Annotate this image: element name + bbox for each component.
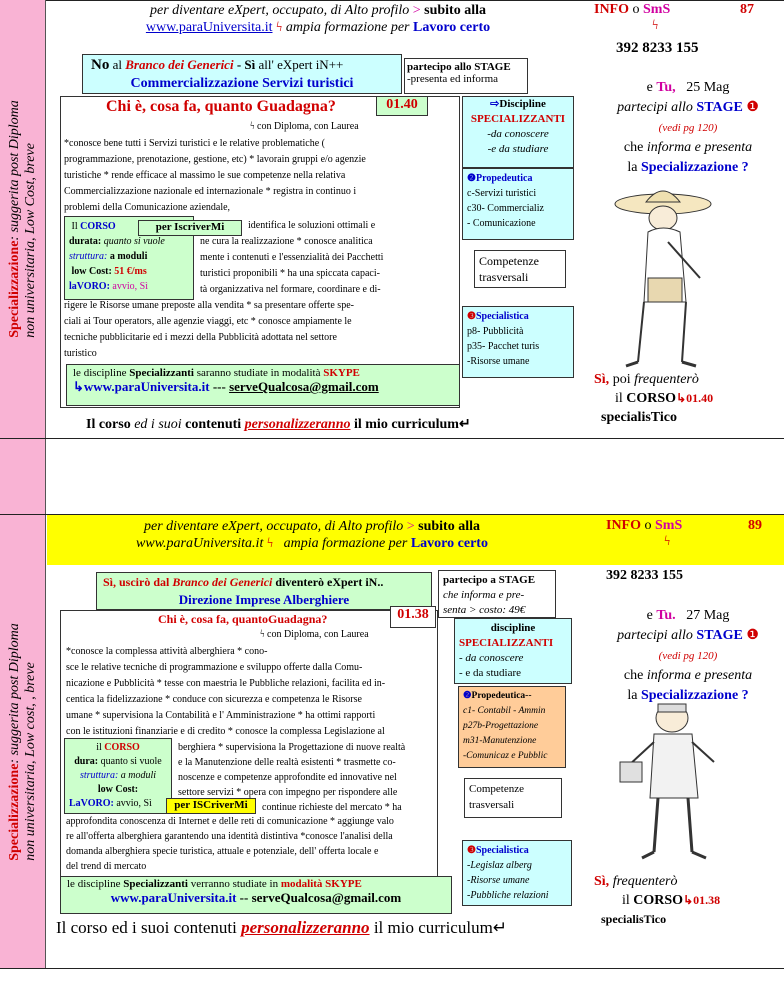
top-text: per diventare eXpert, occupato, bbox=[150, 3, 328, 18]
info-label: INFO bbox=[594, 2, 629, 17]
corso-durata: dura: bbox=[74, 756, 99, 767]
sidebar-subtitle: : suggerita post Diploma bbox=[7, 100, 22, 241]
info-partecipi: partecipi allo bbox=[617, 100, 693, 115]
comp-l1: Competenze bbox=[469, 783, 524, 795]
si-e: CORSO bbox=[626, 391, 677, 406]
info-tu: Tu. bbox=[656, 608, 676, 623]
body-line: problemi della Comunicazione aziendale, bbox=[64, 202, 231, 213]
tb-no: No bbox=[91, 57, 110, 73]
si-d: il bbox=[622, 893, 630, 908]
corso-label: CORSO bbox=[80, 221, 116, 232]
top-text-2: di Alto profilo bbox=[324, 519, 404, 534]
corso-strval: a moduli bbox=[120, 770, 157, 781]
arrow-icon: > bbox=[412, 3, 421, 18]
info-tu: Tu, bbox=[656, 80, 676, 95]
ft-b: ed i suoi bbox=[134, 417, 182, 432]
title-box bbox=[96, 572, 432, 610]
body-line: mente i contenuti e l'essenzialità dei Pacchetti bbox=[200, 252, 384, 263]
sk-c: saranno studiate in modalità bbox=[196, 367, 321, 379]
email-link[interactable]: serveQualcosa@gmail.com bbox=[251, 890, 402, 905]
ft-d: personalizzeranno bbox=[244, 417, 351, 432]
disc-b: - e da studiare bbox=[459, 667, 521, 679]
spec-item: -Pubbliche relazioni bbox=[467, 890, 549, 901]
body-text-2 bbox=[178, 740, 438, 815]
phone-number: 392 8233 155 bbox=[616, 40, 699, 56]
prop-item: c-Servizi turistici bbox=[467, 188, 537, 199]
prop-item: c30- Commercializ bbox=[467, 203, 544, 214]
prop-item: p27b-Progettazione bbox=[463, 721, 539, 731]
propedeutica-box: ❷Propedeutica c-Servizi turistici c30- Commercializ - Comunicazione bbox=[462, 168, 574, 240]
footer-text bbox=[86, 416, 471, 433]
spec-item: -Risorse umane bbox=[467, 875, 530, 886]
sidebar-title: Specializzazione bbox=[7, 763, 22, 861]
info-stage: STAGE bbox=[696, 628, 743, 643]
prop-item: -Comunicaz e Pubblic bbox=[463, 751, 548, 761]
sk-b: Specializzanti bbox=[123, 878, 188, 890]
body-line: noscenze e competenze approfondite ed innovative nel bbox=[178, 772, 397, 783]
si-note bbox=[594, 370, 784, 427]
si-f: ↳01.40 bbox=[676, 391, 714, 405]
title-box bbox=[82, 54, 402, 94]
body-line: centica la fidelizzazione * conduce con sicurezza e competenza le Risorse bbox=[66, 694, 362, 705]
corso-str: struttura: bbox=[69, 251, 108, 262]
info-informa: informa e presenta bbox=[646, 140, 753, 155]
body-line: continue richieste del mercato * ha bbox=[262, 802, 402, 813]
arrow-right-icon: ⇨ bbox=[490, 98, 500, 110]
discipline-box bbox=[454, 618, 572, 684]
corso-lavoro: LaVORO: bbox=[69, 798, 114, 809]
info-e: e bbox=[646, 80, 653, 95]
info-la: la bbox=[627, 160, 638, 175]
sk-c: verranno studiate in bbox=[190, 878, 279, 890]
discipline-box bbox=[462, 96, 574, 168]
competenze-box bbox=[474, 250, 566, 288]
stage-box bbox=[438, 570, 556, 618]
body-text-3 bbox=[64, 298, 456, 362]
info-informa: informa e presenta bbox=[646, 668, 753, 683]
phone-number: 392 8233 155 bbox=[606, 568, 683, 583]
tb-branco: Branco dei Generici bbox=[125, 57, 234, 72]
info-date: 27 Mag bbox=[686, 608, 730, 623]
top-banner bbox=[48, 2, 588, 36]
sidebar-subtitle: : suggerita post Diploma bbox=[7, 622, 22, 764]
corso-low: low Cost: bbox=[71, 266, 112, 277]
body-line: tecniche pubblicitarie ed i mezzi della Pubblicità adottata nel settore bbox=[64, 332, 337, 343]
ft-e: il mio curriculum↵ bbox=[353, 417, 471, 432]
body-line: berghiera * supervisiona la Progettazione di nuove realtà bbox=[178, 742, 406, 753]
ft-a: Il corso bbox=[86, 417, 131, 432]
si-c: frequenterò bbox=[634, 372, 699, 387]
spec-item: -Legislaz alberg bbox=[467, 860, 532, 871]
top-text: per diventare eXpert, occupato, bbox=[144, 519, 322, 534]
info-date: 25 Mag bbox=[686, 80, 730, 95]
body-line: domanda alberghiera specie turistica, attuale e potenziale, dell' offerta locale e bbox=[66, 846, 379, 857]
body-line: turistico bbox=[64, 348, 97, 359]
bellhop-illustration bbox=[614, 702, 724, 870]
skype-site-link[interactable]: www.paraUniversita.it bbox=[110, 890, 237, 905]
number-one-icon: ❶ bbox=[746, 628, 759, 643]
body-line: identifica le soluzioni ottimali e bbox=[248, 220, 376, 231]
body-line: approfondita conoscenza di Internet e delle reti di comunicazione * aggiunge valo bbox=[66, 816, 394, 827]
info-vedi: (vedi pg 120) bbox=[658, 650, 718, 662]
course-code: 01.38 bbox=[390, 606, 436, 628]
spec-item: -Risorse umane bbox=[467, 356, 530, 367]
info-o: o bbox=[632, 2, 640, 17]
si-f: ↳01.38 bbox=[683, 893, 721, 907]
stage-l1: partecipo allo STAGE bbox=[407, 61, 511, 73]
sk-b: Specializzanti bbox=[129, 367, 194, 379]
stage-l3: senta > costo: 49€ bbox=[443, 604, 526, 616]
disc-title: Discipline bbox=[499, 98, 546, 110]
sombrero-man-illustration bbox=[608, 182, 718, 372]
chi-text: Chi è, cosa fa, quantoGuadagna? bbox=[158, 612, 328, 626]
sms-label: SmS bbox=[655, 518, 683, 533]
site-link[interactable]: www.paraUniversita.it bbox=[136, 536, 264, 551]
info-spec: Specializzazione ? bbox=[640, 688, 749, 703]
spec-item: p35- Pacchet turis bbox=[467, 341, 540, 352]
chi-title bbox=[106, 98, 336, 116]
ft-e: il mio curriculum↵ bbox=[373, 918, 508, 937]
competenze-box bbox=[464, 778, 562, 818]
specialistica-box: ❸Specialistica p8- Pubblicità p35- Pacchet turis -Risorse umane bbox=[462, 306, 574, 378]
skype-site-link[interactable]: www.paraUniversita.it bbox=[83, 379, 210, 394]
sidebar-label bbox=[0, 0, 46, 438]
specialistica-box: ❸Specialistica -Legislaz alberg -Risorse umane -Pubbliche relazioni bbox=[462, 840, 572, 906]
corso-durval: quanto si vuole bbox=[103, 236, 165, 247]
spec-item: p8- Pubblicità bbox=[467, 326, 524, 337]
tb-branco: Branco dei Generici bbox=[172, 575, 273, 589]
disc-spec: SPECIALIZZANTI bbox=[459, 637, 554, 649]
body-line: e la Manutenzione delle realtà esistenti * trasmette co- bbox=[178, 757, 396, 768]
comp-l2: trasversali bbox=[469, 799, 515, 811]
corso-strval: a moduli bbox=[109, 251, 148, 262]
stage-box bbox=[404, 58, 528, 94]
body-text-1 bbox=[66, 644, 436, 740]
body-line: *conosce la complessa attività alberghiera * cono- bbox=[66, 646, 268, 657]
sidebar-label bbox=[0, 515, 46, 968]
tb-sub: Commercializzazione Servizi turistici bbox=[130, 76, 354, 91]
ft-d: personalizzeranno bbox=[241, 918, 370, 937]
sidebar-line2: non universitaria, Low cost, , breve bbox=[23, 661, 38, 861]
body-line: turistiche * rende efficace al massimo le sue competenze nella relativa bbox=[64, 170, 346, 181]
body-line: programmazione, prenotazione, gestione, etc) * lavorain gruppi e/o agenzie bbox=[64, 154, 366, 165]
body-line: ne cura la realizzazione * conosce analitica bbox=[200, 236, 373, 247]
si-e: CORSO bbox=[633, 893, 684, 908]
corso-durata: durata: bbox=[69, 236, 102, 247]
comp-l2: trasversali bbox=[479, 270, 529, 284]
corso-durval: quanto si vuole bbox=[100, 756, 162, 767]
stage-l2: che informa e pre- bbox=[443, 589, 525, 601]
body-text-1 bbox=[64, 136, 456, 216]
corso-str: struttura: bbox=[79, 770, 119, 781]
iscrivermi-button[interactable]: per ISCriverMi bbox=[166, 798, 256, 814]
body-line: rigere le Risorse umane preposte alla vendita * sa presentare offerte spe- bbox=[64, 300, 354, 311]
si-note bbox=[594, 872, 784, 929]
disc-title: discipline bbox=[490, 622, 536, 634]
top-text-3: subito alla bbox=[418, 519, 480, 534]
chi-title bbox=[158, 612, 327, 627]
info-che: che bbox=[623, 668, 644, 683]
corso-label: CORSO bbox=[104, 742, 140, 753]
si-c: frequenterò bbox=[612, 874, 678, 889]
sidebar-title: Specializzazione bbox=[7, 240, 22, 338]
iscriver-label: IscriverMi bbox=[174, 221, 225, 233]
sk-a: le discipline bbox=[67, 878, 121, 890]
corso-lavval: avvio, Sì bbox=[116, 798, 152, 809]
footer-text bbox=[56, 918, 507, 938]
top-text-5: Lavoro certo bbox=[410, 536, 488, 551]
sms-label: SmS bbox=[643, 2, 671, 17]
chi-con: ϟ con Diploma, con Laurea bbox=[250, 121, 359, 132]
info-text bbox=[592, 78, 784, 178]
si-d: il bbox=[615, 391, 623, 406]
per-label: per bbox=[155, 221, 172, 233]
ft-c: contenuti bbox=[185, 417, 242, 432]
tb-si: - Sì bbox=[236, 57, 256, 72]
tb-al: al bbox=[112, 57, 122, 72]
info-stage: STAGE bbox=[696, 100, 743, 115]
si-g: specialisTico bbox=[601, 410, 677, 425]
body-line: nicazione e Pubblicità * tesse con maestria le Pubbliche relazioni, facilita ed in- bbox=[66, 678, 386, 689]
info-spec: Specializzazione ? bbox=[640, 160, 749, 175]
ft-a: Il corso ed i suoi contenuti bbox=[56, 918, 237, 937]
disc-a: - da conoscere bbox=[459, 652, 524, 664]
stage-l1: partecipo a STAGE bbox=[443, 574, 536, 586]
info-partecipi: partecipi allo bbox=[617, 628, 693, 643]
spec-title: Specialistica bbox=[475, 311, 529, 322]
top-text-2: di Alto profilo bbox=[330, 3, 410, 18]
bolt-icon: ϟ bbox=[276, 20, 283, 35]
top-text-3: subito alla bbox=[424, 3, 486, 18]
sk-sep: --- bbox=[212, 379, 226, 394]
chi-text: Chi è, cosa fa, quanto Guadagna? bbox=[106, 98, 336, 115]
body-line: Commercializzazione nazionale ed internazionale * registra in continuo i bbox=[64, 186, 357, 197]
body-line: ciali ai Tour operators, alle agenzie viaggi, etc * conosce ampiamente le bbox=[64, 316, 352, 327]
corso-il: il bbox=[96, 742, 102, 753]
info-la: la bbox=[627, 688, 638, 703]
corso-low: low Cost: bbox=[97, 784, 139, 795]
tb-expert: all' eXpert iN++ bbox=[258, 57, 344, 72]
info-vedi: (vedi pg 120) bbox=[658, 122, 718, 134]
stage-l2: -presenta ed informa bbox=[407, 73, 499, 85]
sk-a: le discipline bbox=[73, 367, 127, 379]
body-line: *conosce bene tutti i Servizi turistici e le relative problematiche ( bbox=[64, 138, 326, 149]
top-text-4: ampia formazione per bbox=[285, 20, 410, 35]
sk-d: modalità SKYPE bbox=[280, 878, 362, 890]
si-b: poi bbox=[612, 372, 631, 387]
top-text-4: ampia formazione per bbox=[283, 536, 408, 551]
body-line: re all'offerta alberghiera garantendo una identità distintiva *conosce l'analisi della bbox=[66, 831, 393, 842]
tb-diventero: diventerò eXpert iN.. bbox=[275, 575, 384, 589]
info-e: e bbox=[646, 608, 653, 623]
disc-b: -e da studiare bbox=[487, 143, 549, 155]
info-text bbox=[592, 606, 784, 706]
propedeutica-box: ❷Propedeutica-- c1- Contabil - Ammin p27b-Progettazione m31-Manutenzione -Comunicaz e Pubblic bbox=[458, 686, 566, 768]
email-link[interactable]: serveQualcosa@gmail.com bbox=[229, 379, 379, 394]
arrow-icon: > bbox=[406, 519, 415, 534]
info-label: INFO bbox=[606, 518, 641, 533]
bolt-icon: ϟ bbox=[652, 18, 659, 33]
sidebar-line2: non universitaria, Low Cost, breve bbox=[23, 143, 38, 338]
body-line: tà organizzativa nel formare, coordinare e di- bbox=[200, 284, 381, 295]
skype-box: le discipline Specializzanti saranno studiate in modalità SKYPE ↳www.paraUniversita.it --- serveQualcosa@gmail.com bbox=[66, 364, 460, 406]
bolt-icon: ϟ bbox=[266, 536, 274, 551]
body-line: del trend di mercato bbox=[66, 861, 147, 872]
prop-title: Propedeutica bbox=[475, 173, 533, 184]
corso-box bbox=[64, 738, 172, 814]
number-one-icon: ❶ bbox=[746, 100, 759, 115]
disc-spec: SPECIALIZZANTI bbox=[470, 113, 566, 125]
site-link[interactable]: www.paraUniversita.it bbox=[145, 20, 273, 35]
body-line: turistici proponibili * ha una spiccata capaci- bbox=[200, 268, 380, 279]
body-text-3 bbox=[66, 814, 436, 874]
top-banner bbox=[52, 518, 572, 552]
corso-il: Il bbox=[71, 221, 78, 232]
prop-item: m31-Manutenzione bbox=[463, 736, 537, 746]
bottom-blank bbox=[0, 969, 784, 987]
skype-box bbox=[60, 876, 452, 914]
info-o: o bbox=[644, 518, 652, 533]
body-line: umane * supervisiona la Contabilità e l' Amministrazione * ha ottimi rapporti bbox=[66, 710, 376, 721]
corso-lavval: avvio, Sì bbox=[112, 281, 148, 292]
comp-l1: Competenze bbox=[479, 254, 539, 268]
chi-con: ϟ con Diploma, con Laurea bbox=[260, 629, 369, 640]
page-number: 87 bbox=[740, 2, 754, 17]
page-number: 89 bbox=[748, 518, 762, 533]
info-che: che bbox=[623, 140, 644, 155]
corso-lavoro: laVORO: bbox=[69, 281, 110, 292]
body-line: settore servizi * opera con impegno per rispondere alle bbox=[178, 787, 398, 798]
sk-d: SKYPE bbox=[323, 367, 360, 379]
divider bbox=[0, 438, 784, 439]
course-code: 01.40 bbox=[376, 96, 428, 116]
sidebar-spacer bbox=[0, 439, 46, 514]
prop-title: Propedeutica-- bbox=[471, 691, 532, 701]
tb-si: Sì, uscirò dal bbox=[103, 575, 170, 589]
tb-sub: Direzione Imprese Alberghiere bbox=[178, 592, 350, 607]
si-a: Sì, bbox=[594, 874, 610, 889]
body-text-2 bbox=[200, 218, 456, 298]
prop-item: - Comunicazione bbox=[467, 218, 536, 229]
disc-a: -da conoscere bbox=[487, 128, 549, 140]
sk-sep: -- bbox=[239, 890, 249, 905]
divider bbox=[0, 0, 784, 1]
corso-cost: 51 €/ms bbox=[114, 266, 147, 277]
spec-title: Specialistica bbox=[475, 845, 529, 856]
body-line: sce le relative tecniche di programmazione e sviluppo offerte dalla Comu- bbox=[66, 662, 363, 673]
prop-item: c1- Contabil - Ammin bbox=[463, 706, 546, 716]
bolt-icon: ϟ bbox=[664, 534, 671, 549]
body-line: con le istituzioni finanziarie e di credito * conosce la complessa Legislazione al bbox=[66, 726, 385, 737]
top-text-5: Lavoro certo bbox=[413, 20, 491, 35]
si-g: specialisTico bbox=[601, 912, 667, 926]
si-a: Sì, bbox=[594, 372, 610, 387]
